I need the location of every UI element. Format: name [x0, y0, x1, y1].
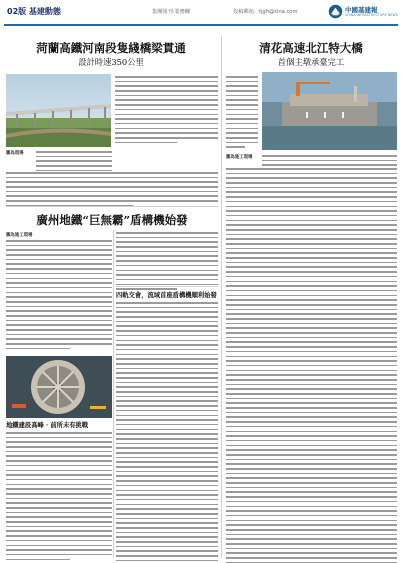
newspaper-name: 集團報刊·業務欄: [152, 9, 190, 15]
middle-body-b: [116, 232, 218, 293]
right-top-body-c: [226, 168, 397, 563]
page-label: 02版 基建動態: [7, 7, 61, 16]
cap-construction-photo: [262, 72, 397, 150]
right-top-body-b: [262, 155, 397, 169]
right-top-subhead: 首個主墩承臺完工: [277, 57, 345, 67]
header-rule: [4, 24, 398, 26]
column-divider-right: [221, 36, 222, 558]
center-bottom-body: [116, 302, 218, 563]
left-bottom-body: [6, 432, 112, 563]
bridge-photo: [6, 74, 111, 147]
center-bottom-headline: 四軌交會，流域首座盾構機順利始發: [116, 292, 217, 299]
logo-emblem-icon: [328, 4, 343, 19]
section-divider-top: [6, 206, 218, 207]
left-top-body-a: [115, 76, 218, 146]
column-divider-left: [113, 230, 114, 558]
right-top-body-a: [226, 76, 258, 151]
middle-headline: 廣州地鐵“巨無霸”盾構機始發: [36, 213, 188, 227]
left-top-photo-caption: 圖為現場: [6, 151, 24, 156]
shield-machine-photo: [6, 356, 112, 418]
page-header: [0, 0, 402, 26]
middle-body-a: [6, 240, 112, 353]
right-top-lead-label: 圖為施工現場: [226, 155, 253, 160]
left-top-subhead: 設計時速350公里: [78, 57, 144, 67]
left-top-headline: 菏蘭高鐵河南段隻綫橋梁貫通: [36, 41, 186, 55]
logo-name: 中國基建報: [345, 6, 378, 14]
left-bottom-headline: 地鐵建設高峰 · 前所未有挑戰: [6, 422, 89, 429]
center-section-divider: [116, 286, 218, 287]
left-top-body-c: [6, 172, 218, 210]
middle-lead-label: 圖為施工現場: [6, 233, 33, 238]
left-top-body-b: [36, 151, 112, 174]
logo-subtitle: CHINA INFRASTRUCTURE NEWS: [345, 13, 398, 17]
editor-info: 投稿郵箱：tjgh@sina.com: [233, 9, 298, 15]
newspaper-logo: [328, 2, 396, 20]
right-top-headline: 清花高速北江特大橋: [259, 41, 363, 55]
